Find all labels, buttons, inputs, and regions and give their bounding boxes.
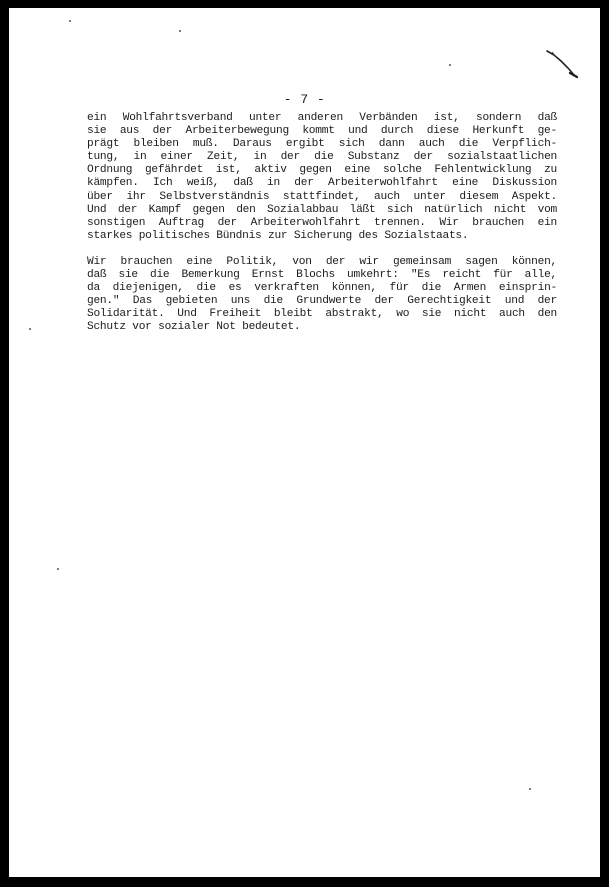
- text-line: ein Wohlfahrtsverband unter anderen Verbänden ist, sondern daß: [87, 112, 557, 124]
- document-page: [9, 8, 600, 877]
- scan-speck: [179, 30, 181, 32]
- paragraph-1: [87, 112, 557, 243]
- text-line: sonstigen Auftrag der Arbeiterwohlfahrt trennen. Wir brauchen ein: [87, 216, 557, 229]
- text-line: Solidarität. Und Freiheit bleibt abstrakt, wo sie nicht auch den: [87, 308, 557, 321]
- page-number: - 7 -: [283, 92, 326, 107]
- text-line: prägt bleiben muß. Daraus ergibt sich dann auch die Verpflich-: [87, 138, 557, 151]
- text-line: gen." Das gebieten uns die Grundwerte der Gerechtigkeit und der: [87, 295, 557, 308]
- text-line: sie aus der Arbeiterbewegung kommt und durch diese Herkunft ge-: [87, 125, 557, 138]
- text-line: Ordnung gefährdet ist, aktiv gegen eine solche Fehlentwicklung zu: [87, 164, 557, 177]
- text-line: kämpfen. Ich weiß, daß in der Arbeiterwohlfahrt eine Diskussion: [87, 177, 557, 190]
- pen-mark-icon: [544, 46, 580, 82]
- scan-speck: [449, 64, 451, 66]
- text-line: daß sie die Bemerkung Ernst Blochs umkehrt: "Es reicht für alle,: [87, 269, 557, 282]
- paragraph-2: [87, 256, 557, 335]
- scan-speck: [29, 328, 31, 330]
- text-line: über ihr Selbstverständnis stattfindet, auch unter diesem Aspekt.: [87, 190, 557, 203]
- body-text: [87, 112, 557, 348]
- scan-speck: [57, 568, 59, 570]
- text-line: Und der Kampf gegen den Sozialabbau läßt sich natürlich nicht vom: [87, 203, 557, 216]
- scan-speck: [529, 788, 531, 790]
- text-line: starkes politisches Bündnis zur Sicherung des Sozialstaats.: [87, 229, 469, 242]
- text-line: tung, in einer Zeit, in der die Substanz der sozialstaatlichen: [87, 151, 557, 164]
- text-line: da diejenigen, die es verkraften können, für die Armen einsprin-: [87, 282, 557, 295]
- text-line: Schutz vor sozialer Not bedeutet.: [87, 321, 301, 334]
- text-line: Wir brauchen eine Politik, von der wir gemeinsam sagen können,: [87, 255, 557, 268]
- scan-speck: [69, 20, 71, 22]
